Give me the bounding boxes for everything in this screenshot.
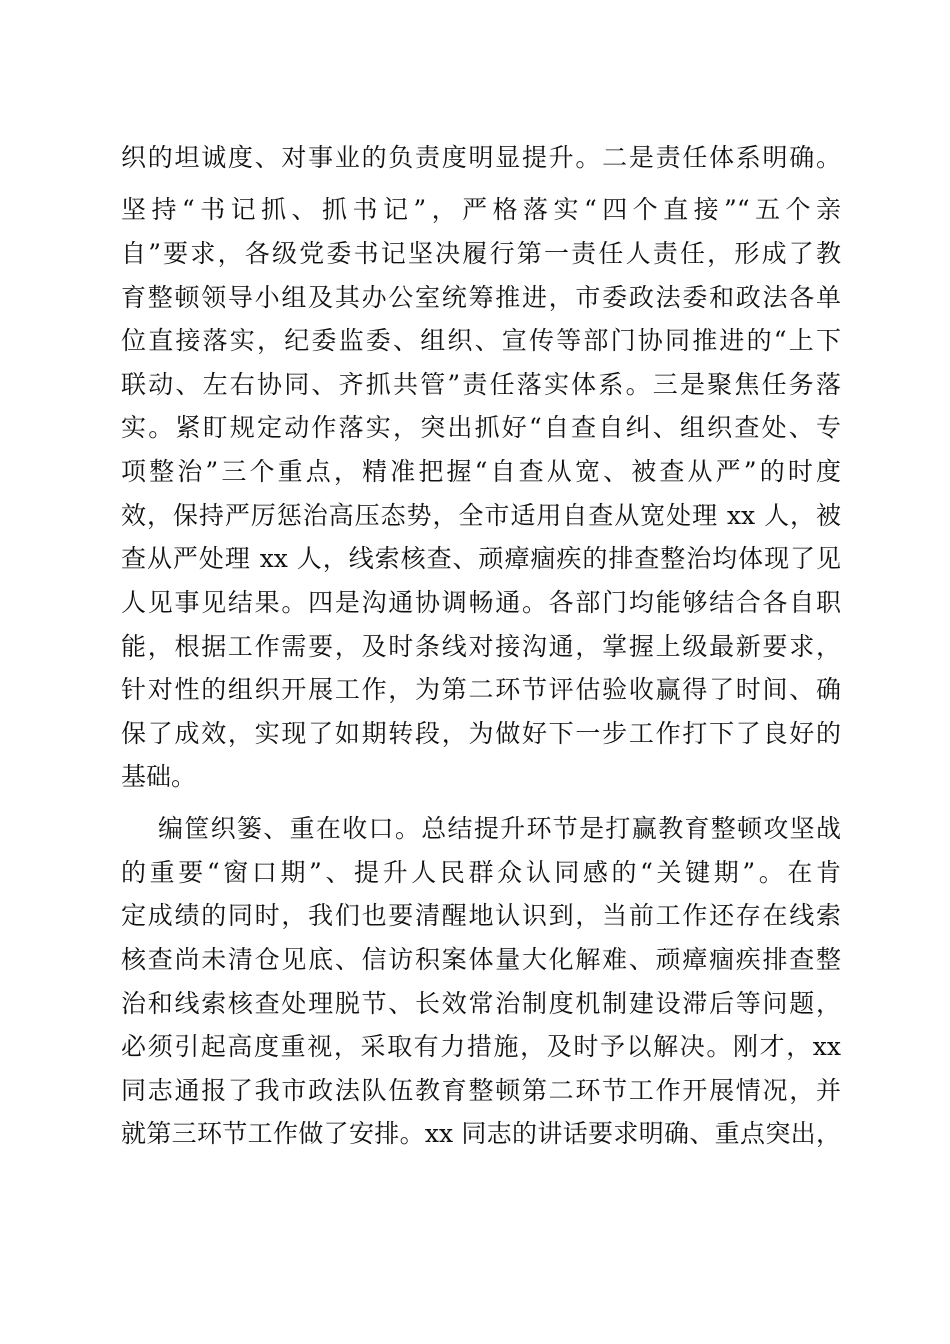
text-line: 同志通报了我市政法队伍教育整顿第二环节工作开展情况，并: [121, 1076, 841, 1105]
text-line: 基础。: [121, 762, 197, 791]
text-line: 人见事见结果。四是沟通协调畅通。各部门均能够结合各自职: [121, 588, 841, 617]
text-line: 的重要“窗口期”、提升人民群众认同感的“关键期”。在肯: [121, 858, 841, 887]
text-line: 育整顿领导小组及其办公室统筹推进，市委政法委和政法各单: [121, 283, 841, 312]
text-line: 位直接落实，纪委监委、组织、宣传等部门协同推进的“上下: [121, 326, 841, 355]
text-line: 自”要求，各级党委书记坚决履行第一责任人责任，形成了教: [121, 239, 841, 268]
text-line: 定成绩的同时，我们也要清醒地认识到，当前工作还存在线索: [121, 901, 841, 930]
text-line: 项整治”三个重点，精准把握“自查从宽、被查从严”的时度: [121, 457, 841, 486]
text-line: 必须引起高度重视，采取有力措施，及时予以解决。刚才，xx: [121, 1032, 841, 1061]
text-line: 实。紧盯规定动作落实，突出抓好“自查自纠、组织查处、专: [121, 413, 841, 442]
text-line: 针对性的组织开展工作，为第二环节评估验收赢得了时间、确: [121, 675, 841, 704]
text-line: 坚持“书记抓、抓书记”，严格落实“四个直接”“五个亲: [121, 195, 841, 224]
text-line: 联动、左右协同、齐抓共管”责任落实体系。三是聚焦任务落: [121, 370, 841, 399]
text-line: 编筐织篓、重在收口。总结提升环节是打赢教育整顿攻坚战: [158, 814, 841, 843]
text-line: 织的坦诚度、对事业的负责度明显提升。二是责任体系明确。: [121, 143, 841, 172]
text-line: 能，根据工作需要，及时条线对接沟通，掌握上级最新要求，: [121, 632, 841, 661]
text-line: 效，保持严厉惩治高压态势，全市适用自查从宽处理 xx 人，被: [121, 501, 841, 530]
text-line: 保了成效，实现了如期转段，为做好下一步工作打下了良好的: [121, 719, 841, 748]
text-line: 治和线索核查处理脱节、长效常治制度机制建设滞后等问题，: [121, 989, 841, 1018]
text-line: 核查尚未清仓见底、信访积案体量大化解难、顽瘴痼疾排查整: [121, 945, 841, 974]
text-line: 就第三环节工作做了安排。xx 同志的讲话要求明确、重点突出，: [121, 1119, 841, 1148]
text-line: 查从严处理 xx 人，线索核查、顽瘴痼疾的排查整治均体现了见: [121, 544, 841, 573]
